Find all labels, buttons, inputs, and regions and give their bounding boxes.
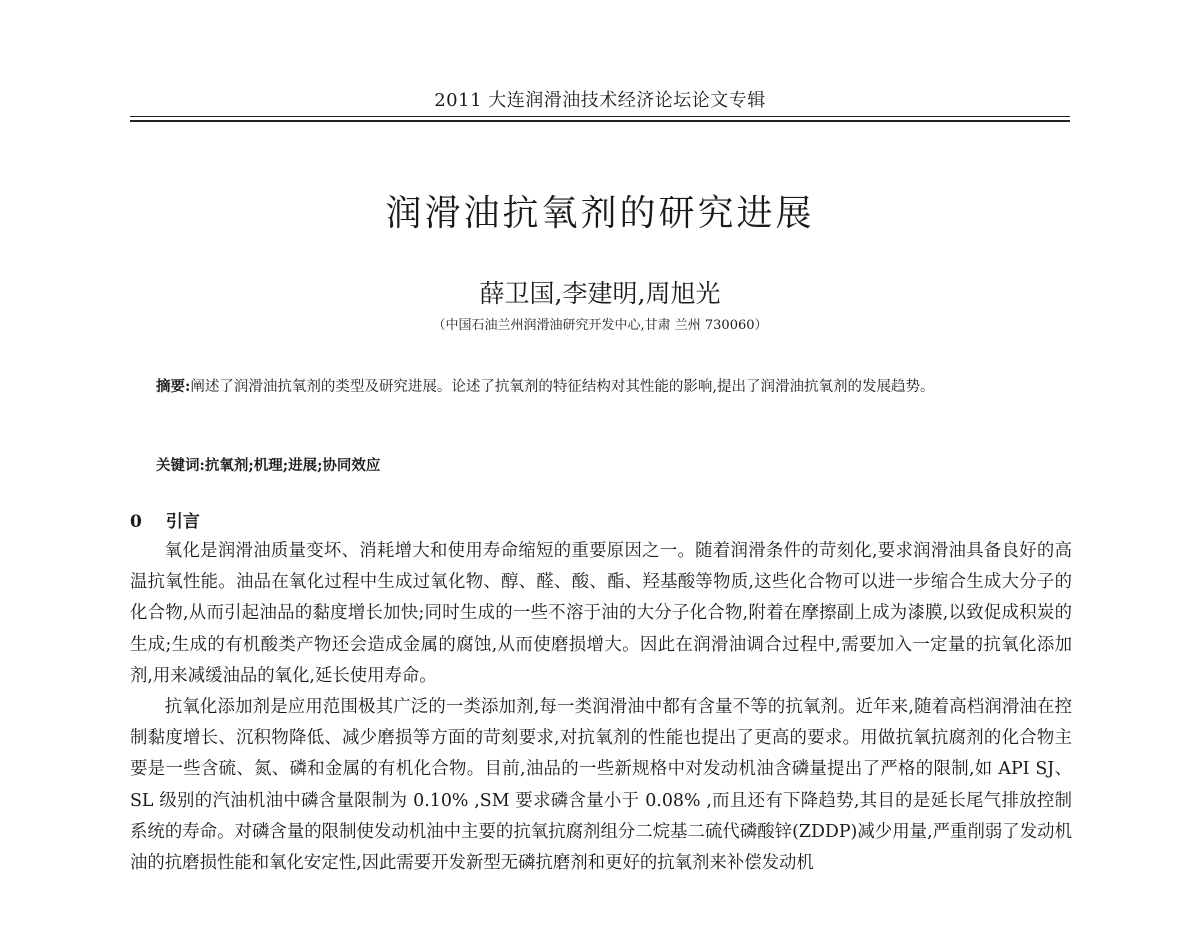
paragraph: 抗氧化添加剂是应用范围极其广泛的一类添加剂,每一类润滑油中都有含量不等的抗氧剂。近年来,随着高档润滑油在控制黏度增长、沉积物降低、减少磨损等方面的苛刻要求,对抗氧剂的性能也提出了更高的要求。用做抗氧抗腐剂的化合物主要是一些含硫、氮、磷和金属的有机化合物。目前,油品的一些新规格中对发动机油含磷量提出了严格的限制,如 API SJ、SL 级别的汽油机油中磷含量限制为 0.10% ,SM 要求磷含量小于 0.08% ,而且还有下降趋势,其目的是延长尾气排放控制系统的寿命。对磷含量的限制使发动机油中主要的抗氧抗腐剂组分二烷基二硫代磷酸锌(ZDDP)减少用量,严重削弱了发动机油的抗磨损性能和氧化安定性,因此需要开发新型无磷抗磨剂和更好的抗氧剂来补偿发动机	[130, 697, 1072, 874]
abstract	[156, 372, 1046, 402]
header-rule	[130, 116, 1070, 117]
body-text	[130, 536, 1072, 879]
running-header: 2011 大连润滑油技术经济论坛论文专辑	[434, 90, 766, 111]
authors: 薛卫国,李建明,周旭光	[479, 279, 721, 308]
abstract-text: 阐述了润滑油抗氧剂的类型及研究进展。论述了抗氧剂的特征结构对其性能的影响,提出了润滑油抗氧剂的发展趋势。	[190, 379, 935, 395]
section-number: 0	[130, 512, 142, 532]
keywords-text: 抗氧剂;机理;进展;协同效应	[204, 457, 381, 474]
paper-title: 润滑油抗氧剂的研究进展	[385, 193, 815, 234]
keywords-label: 关键词:	[156, 457, 205, 474]
keywords	[156, 454, 1046, 475]
paragraph: 氧化是润滑油质量变坏、消耗增大和使用寿命缩短的重要原因之一。随着润滑条件的苛刻化,要求润滑油具备良好的高温抗氧性能。油品在氧化过程中生成过氧化物、醇、醛、酸、酯、羟基酸等物质,这些化合物可以进一步缩合生成大分子的化合物,从而引起油品的黏度增长加快;同时生成的一些不溶于油的大分子化合物,附着在摩擦副上成为漆膜,以致促成积炭的生成;生成的有机酸类产物还会造成金属的腐蚀,从而使磨损增大。因此在润滑油调合过程中,需要加入一定量的抗氧化添加剂,用来减缓油品的氧化,延长使用寿命。	[130, 541, 1072, 686]
section-heading	[130, 507, 200, 532]
affiliation: （中国石油兰州润滑油研究开发中心,甘肃 兰州 730060）	[432, 318, 768, 333]
header-rule-thick	[130, 120, 1070, 122]
section-title: 引言	[165, 512, 200, 532]
abstract-label: 摘要:	[156, 378, 191, 395]
